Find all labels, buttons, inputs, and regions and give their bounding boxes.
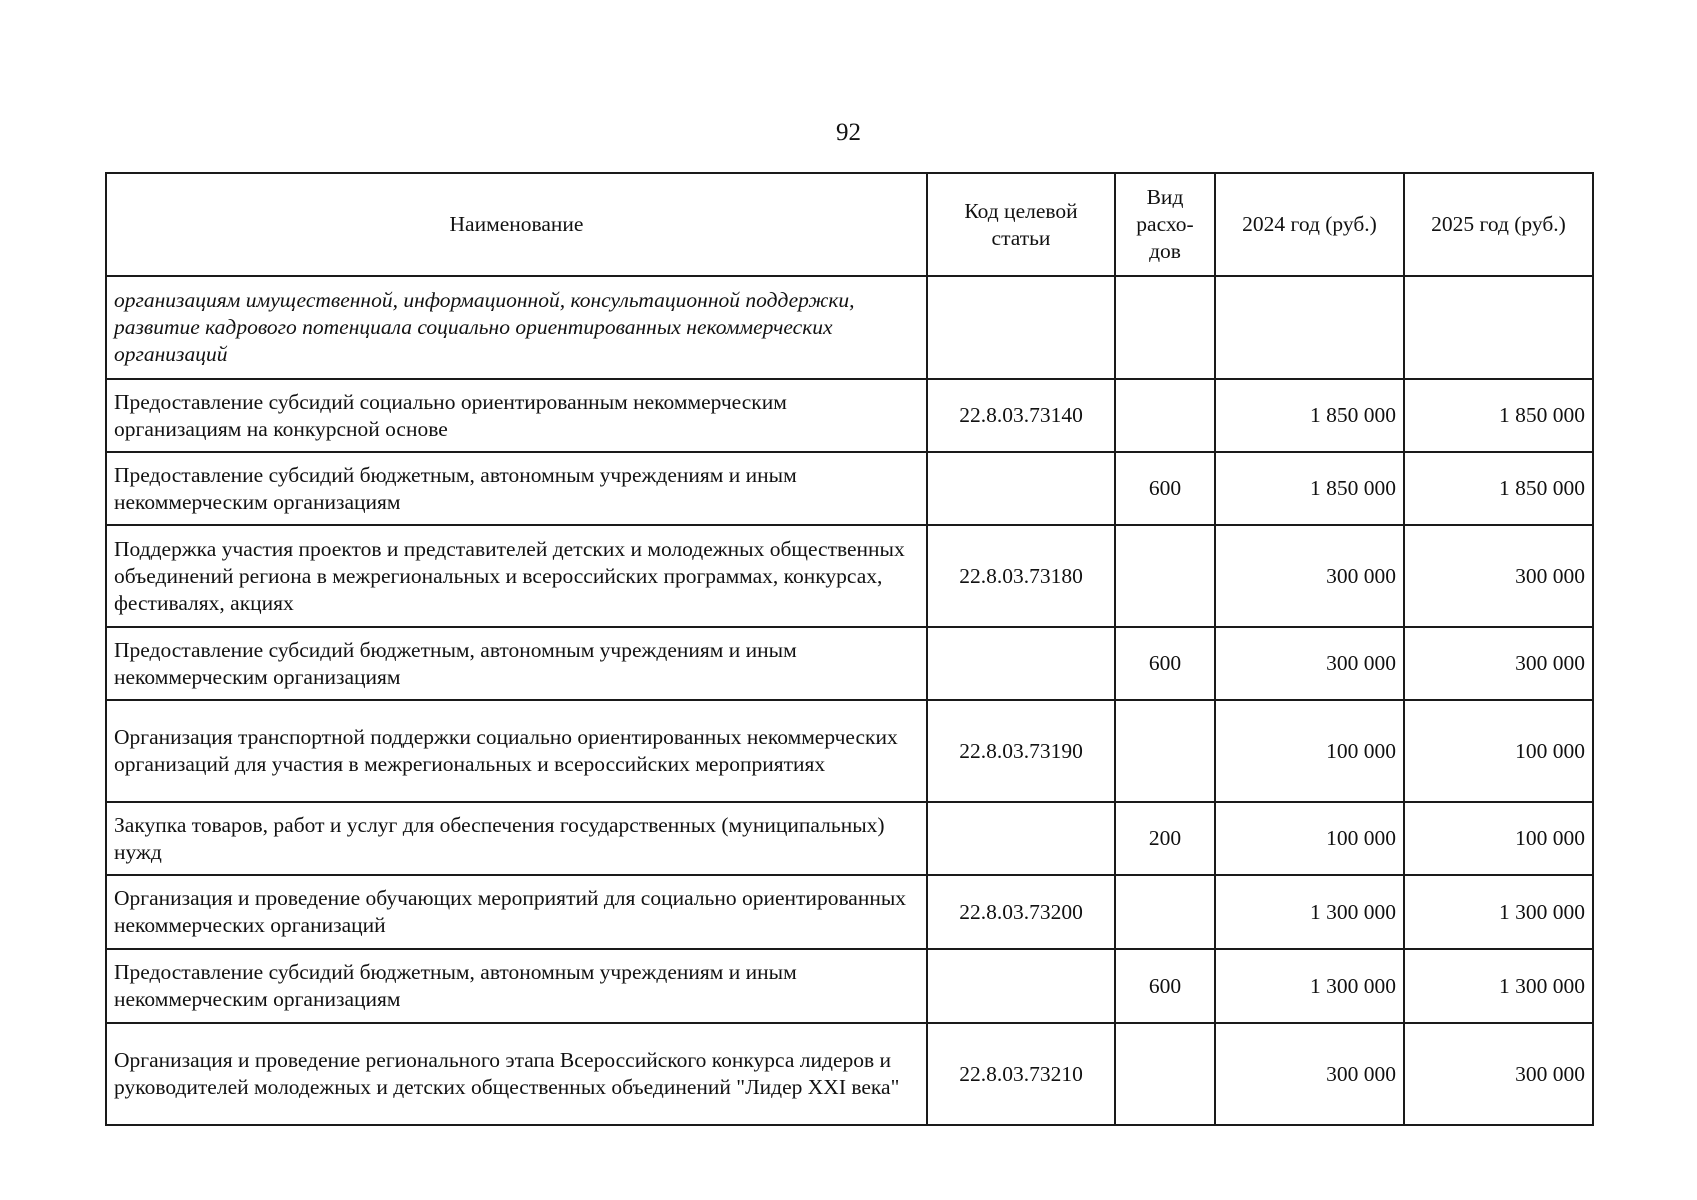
row-kind: 200 [1115, 802, 1215, 875]
row-code [927, 627, 1115, 700]
row-2024: 100 000 [1215, 802, 1404, 875]
table-row [106, 452, 1593, 525]
row-name: организациям имущественной, информационной, консультационной поддержки, развитие кадрового потенциала социально ориентированных некоммерческих организаций [106, 276, 927, 379]
row-name: Поддержка участия проектов и представителей детских и молодежных общественных объединений региона в межрегиональных и всероссийских программах, конкурсах, фестивалях, акциях [106, 525, 927, 627]
row-code [927, 949, 1115, 1023]
row-2025 [1404, 276, 1593, 379]
row-2024: 300 000 [1215, 1023, 1404, 1125]
row-name: Организация и проведение обучающих мероприятий для социально ориентированных некоммерческих организаций [106, 875, 927, 949]
table-row [106, 949, 1593, 1023]
row-2024: 1 850 000 [1215, 452, 1404, 525]
row-2025: 300 000 [1404, 1023, 1593, 1125]
page-number: 92 [836, 119, 861, 146]
row-name: Предоставление субсидий бюджетным, автономным учреждениям и иным некоммерческим организациям [106, 627, 927, 700]
table-row [106, 525, 1593, 627]
row-2024: 1 300 000 [1215, 949, 1404, 1023]
row-2024: 300 000 [1215, 525, 1404, 627]
table-body [106, 276, 1593, 1125]
budget-table [105, 172, 1594, 1126]
header-name: Наименование [106, 173, 927, 276]
row-2024: 1 300 000 [1215, 875, 1404, 949]
table-row [106, 379, 1593, 452]
header-code: Код целевой статьи [927, 173, 1115, 276]
table-row [106, 1023, 1593, 1125]
row-kind [1115, 525, 1215, 627]
table-row [106, 875, 1593, 949]
row-2024: 300 000 [1215, 627, 1404, 700]
row-name: Организация и проведение регионального этапа Всероссийского конкурса лидеров и руководителей молодежных и детских общественных объединений "Лидер XXI века" [106, 1023, 927, 1125]
table-row [106, 802, 1593, 875]
row-code: 22.8.03.73200 [927, 875, 1115, 949]
row-2025: 1 300 000 [1404, 949, 1593, 1023]
row-2025: 100 000 [1404, 700, 1593, 802]
row-kind [1115, 700, 1215, 802]
row-2024: 100 000 [1215, 700, 1404, 802]
row-2025: 1 850 000 [1404, 379, 1593, 452]
header-2024: 2024 год (руб.) [1215, 173, 1404, 276]
row-2025: 300 000 [1404, 525, 1593, 627]
row-kind: 600 [1115, 452, 1215, 525]
row-code: 22.8.03.73140 [927, 379, 1115, 452]
row-2025: 300 000 [1404, 627, 1593, 700]
row-2024 [1215, 276, 1404, 379]
row-name: Предоставление субсидий социально ориентированным некоммерческим организациям на конкурсной основе [106, 379, 927, 452]
row-code: 22.8.03.73190 [927, 700, 1115, 802]
row-kind [1115, 379, 1215, 452]
header-2025: 2025 год (руб.) [1404, 173, 1593, 276]
row-name: Предоставление субсидий бюджетным, автономным учреждениям и иным некоммерческим организациям [106, 949, 927, 1023]
row-name: Предоставление субсидий бюджетным, автономным учреждениям и иным некоммерческим организациям [106, 452, 927, 525]
table-row [106, 700, 1593, 802]
table-row [106, 276, 1593, 379]
row-2025: 100 000 [1404, 802, 1593, 875]
row-code [927, 452, 1115, 525]
row-name: Закупка товаров, работ и услуг для обеспечения государственных (муниципальных) нужд [106, 802, 927, 875]
row-code [927, 802, 1115, 875]
row-code [927, 276, 1115, 379]
row-name: Организация транспортной поддержки социально ориентированных некоммерческих организаций для участия в межрегиональных и всероссийских мероприятиях [106, 700, 927, 802]
row-kind: 600 [1115, 949, 1215, 1023]
row-code: 22.8.03.73180 [927, 525, 1115, 627]
row-kind: 600 [1115, 627, 1215, 700]
row-2025: 1 300 000 [1404, 875, 1593, 949]
row-kind [1115, 875, 1215, 949]
row-2025: 1 850 000 [1404, 452, 1593, 525]
row-2024: 1 850 000 [1215, 379, 1404, 452]
row-kind [1115, 276, 1215, 379]
table-header [106, 173, 1593, 276]
row-code: 22.8.03.73210 [927, 1023, 1115, 1125]
header-kind: Вид расхо-дов [1115, 173, 1215, 276]
table-row [106, 627, 1593, 700]
row-kind [1115, 1023, 1215, 1125]
